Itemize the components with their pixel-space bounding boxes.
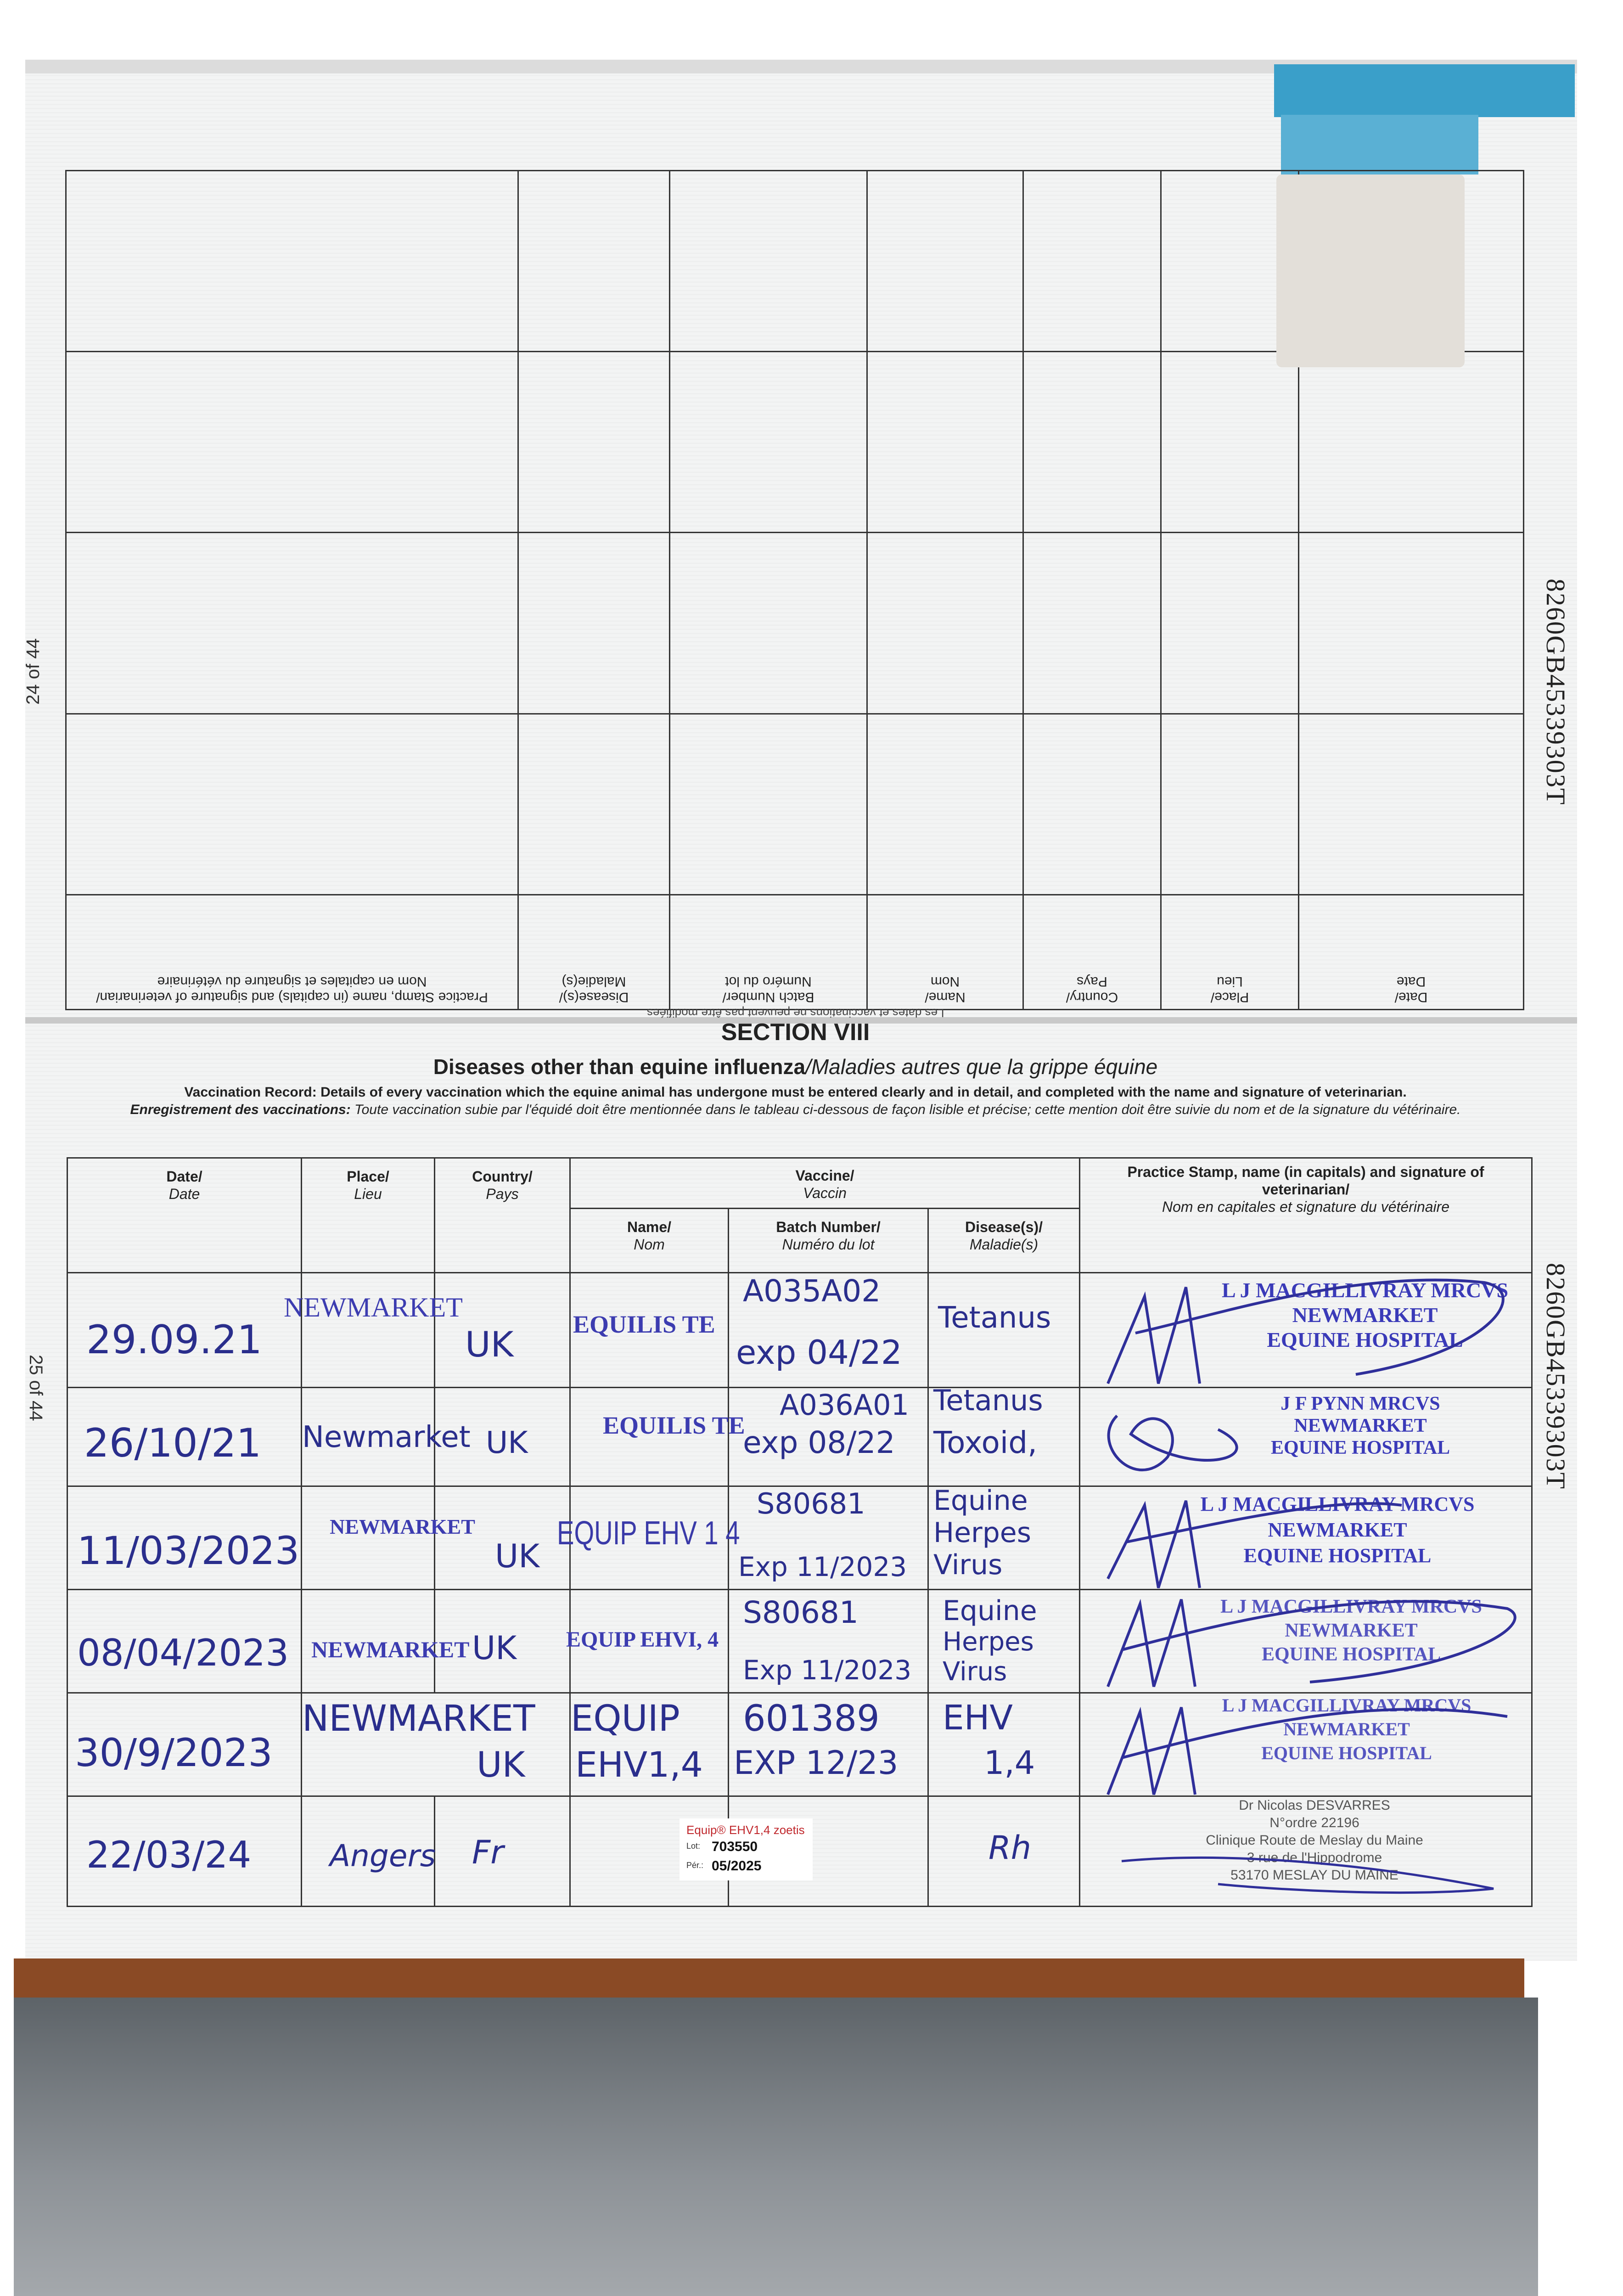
cell-stamp: L J MACGILLIVRAY MRCVS NEWMARKET EQUINE HOSPITAL bbox=[1080, 1693, 1532, 1796]
cell-date: 26/10/21 bbox=[67, 1388, 302, 1486]
table-row bbox=[67, 1388, 1532, 1486]
cell-name: EQUIP EHV 1 4 bbox=[570, 1486, 729, 1590]
cell-country: UK bbox=[435, 1486, 570, 1590]
cell-place-country: NEWMARKET UK bbox=[302, 1693, 570, 1796]
cell-disease: Tetanus bbox=[928, 1273, 1080, 1388]
cell-disease: Equine Herpes Virus bbox=[928, 1590, 1080, 1693]
page-number-lower: 25 of 44 bbox=[26, 1355, 46, 1421]
cell-date: 22/03/24 bbox=[67, 1796, 302, 1907]
upper-note: Les dates et vaccinations ne peuvent pas être modifiées bbox=[646, 1006, 944, 1020]
col-batch: Batch Number/ Numéro du lot bbox=[729, 1209, 928, 1273]
cell-date: 29.09.21 bbox=[67, 1273, 302, 1388]
col-stamp: Practice Stamp, name (in capitals) and signature of veterinarian/ Nom en capitales et signature du vétérinaire bbox=[1080, 1158, 1532, 1273]
cell-batch: S80681 Exp 11/2023 bbox=[729, 1590, 928, 1693]
background-surface bbox=[14, 1998, 1538, 2296]
cell-stamp: L J MACGILLIVRAY MRCVS NEWMARKET EQUINE HOSPITAL bbox=[1080, 1273, 1532, 1388]
col-disease: Disease(s)/ Maladie(s) bbox=[928, 1209, 1080, 1273]
page-number-upper: 24 of 44 bbox=[23, 638, 43, 705]
cell-date: 30/9/2023 bbox=[67, 1693, 302, 1796]
table-row bbox=[67, 1693, 1532, 1796]
vet-signature bbox=[1080, 1487, 1533, 1595]
intro-text: Vaccination Record: Details of every vaccination which the equine animal has undergone must be entered clearly and in detail, and completed with the name and signature of veterinarian. Enregistrement des vaccinations: Toute vaccination subie par l'équidé doit être mentionnée dans le tableau ci-dessous de façon lisible et précise; cette mention doit être suivie du nom et de la signature du vétérinaire. bbox=[130, 1085, 1461, 1117]
cell-disease: Equine Herpes Virus bbox=[928, 1486, 1080, 1590]
cell-country: UK bbox=[435, 1273, 570, 1388]
cell-country: UK bbox=[435, 1590, 570, 1693]
cell-stamp: L J MACGILLIVRAY MRCVS NEWMARKET EQUINE HOSPITAL bbox=[1080, 1590, 1532, 1693]
cell-date: 08/04/2023 bbox=[67, 1590, 302, 1693]
cell-disease: Tetanus Toxoid, bbox=[928, 1388, 1080, 1486]
cell-name: EQUILIS TE bbox=[570, 1388, 729, 1486]
upper-head-place: Place/ Lieu bbox=[1161, 895, 1299, 1010]
upper-head-batch: Batch Number/ Numéro du lot bbox=[670, 895, 867, 1010]
vaccination-table bbox=[67, 1157, 1531, 1906]
cell-disease: Rh bbox=[928, 1796, 1080, 1907]
upper-head-date: Date/ Date bbox=[1299, 895, 1524, 1010]
upper-head-name: Name/ Nom bbox=[867, 895, 1023, 1010]
passport-code-upper: 8260GB45339303T bbox=[1541, 579, 1571, 805]
cell-batch: A035A02 exp 04/22 bbox=[729, 1273, 928, 1388]
col-vaccine-name: Name/ Nom bbox=[570, 1209, 729, 1273]
vet-signature bbox=[1080, 1590, 1533, 1698]
diseases-title: Diseases other than equine influenza/Maladies autres que la grippe équine bbox=[433, 1055, 1158, 1079]
blue-tab-shadow bbox=[1281, 115, 1478, 174]
table-row bbox=[67, 1590, 1532, 1693]
cell-name: EQUIP EHV1,4 bbox=[570, 1693, 729, 1796]
section-title: SECTION VIII bbox=[721, 1019, 870, 1046]
cell-stamp: J F PYNN MRCVS NEWMARKET EQUINE HOSPITAL bbox=[1080, 1388, 1532, 1486]
vaccine-label-sticker: Equip® EHV1,4 zoetis Lot: 703550 Pér.: 05/2025 bbox=[680, 1818, 813, 1880]
cell-stamp: Dr Nicolas DESVARRES N°ordre 22196 Clinique Route de Meslay du Maine 3 rue de l'Hippodrome 53170 MESLAY DU MAINE bbox=[1080, 1796, 1532, 1907]
cell-name: EQUIP EHVI, 4 bbox=[570, 1590, 729, 1693]
cell-place: NEWMARKET bbox=[302, 1590, 435, 1693]
vet-signature bbox=[1080, 1388, 1533, 1494]
blank-patch bbox=[1276, 174, 1465, 367]
cell-country: Fr bbox=[435, 1796, 570, 1907]
cell-place: Newmarket bbox=[302, 1388, 435, 1486]
cell-batch: A036A01 exp 08/22 bbox=[729, 1388, 928, 1486]
cell-date: 11/03/2023 bbox=[67, 1486, 302, 1590]
vet-signature bbox=[1080, 1797, 1533, 1907]
table-row bbox=[67, 1273, 1532, 1388]
col-date: Date/ Date bbox=[67, 1158, 302, 1273]
cell-stamp: L J MACGILLIVRAY MRCVS NEWMARKET EQUINE HOSPITAL bbox=[1080, 1486, 1532, 1590]
cell-disease: EHV 1,4 bbox=[928, 1693, 1080, 1796]
cell-place: NEWMARKET bbox=[302, 1273, 435, 1388]
upper-head-disease: Disease(s)/ Maladie(s) bbox=[518, 895, 670, 1010]
col-vaccine: Vaccine/ Vaccin bbox=[570, 1158, 1080, 1209]
cell-place: Angers bbox=[302, 1796, 435, 1907]
cover-edge bbox=[14, 1958, 1524, 1998]
blue-tab bbox=[1274, 64, 1575, 117]
passport-code-lower: 8260GB45339303T bbox=[1541, 1263, 1571, 1490]
cell-place: NEWMARKET bbox=[302, 1486, 435, 1590]
vet-signature bbox=[1080, 1269, 1533, 1393]
upper-head-country: Country/ Pays bbox=[1023, 895, 1161, 1010]
cell-batch: S80681 Exp 11/2023 bbox=[729, 1486, 928, 1590]
table-row bbox=[67, 1486, 1532, 1590]
upper-head-stamp: Practice Stamp, name (in capitals) and signature of veterinarian/ Nom en capitales et signature du vétérinaire bbox=[66, 895, 518, 1010]
cell-name: EQUILIS TE bbox=[570, 1273, 729, 1388]
cell-country: UK bbox=[435, 1388, 570, 1486]
col-country: Country/ Pays bbox=[435, 1158, 570, 1273]
vet-signature bbox=[1080, 1694, 1533, 1801]
col-place: Place/ Lieu bbox=[302, 1158, 435, 1273]
cell-batch: 601389 EXP 12/23 bbox=[729, 1693, 928, 1796]
